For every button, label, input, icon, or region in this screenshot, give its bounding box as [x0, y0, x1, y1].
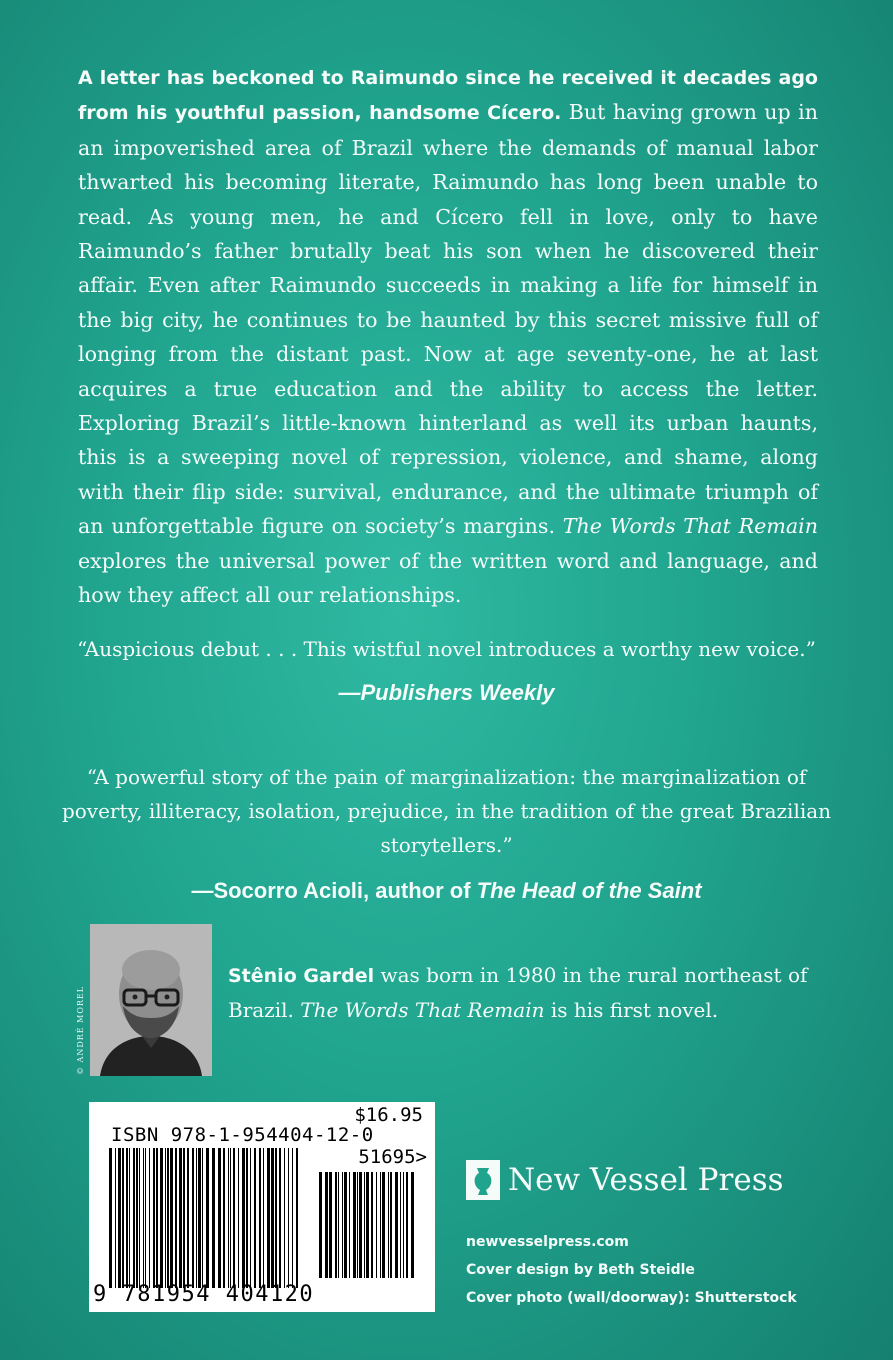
barcode-bar	[160, 1148, 163, 1288]
barcode-bar	[344, 1172, 347, 1278]
author-name: Stênio Gardel	[228, 965, 375, 987]
barcode-bar	[284, 1148, 285, 1288]
publisher-credits	[466, 1228, 797, 1312]
barcode-bar	[406, 1172, 408, 1278]
price-supplement-code: 51695>	[358, 1146, 427, 1168]
barcode-bar	[153, 1148, 155, 1288]
cover-design-credit: Cover design by Beth Steidle	[466, 1262, 695, 1278]
review-quote-2: “A powerful story of the pain of marginalization: the marginalization of poverty, illiteracy, isolation, prejudice, in the tradition of the great Brazilian storytellers.”	[61, 765, 832, 857]
barcode-bar	[388, 1172, 389, 1278]
barcode-bar	[382, 1172, 385, 1278]
publisher-website: newvesselpress.com	[466, 1234, 629, 1250]
author-bio	[228, 958, 828, 1027]
barcode-bar	[359, 1172, 362, 1278]
attribution-2-prefix: —Socorro Acioli, author of	[191, 878, 477, 903]
barcode-bar	[254, 1148, 256, 1288]
bio-text: was born in 1980 in the rural northeast of Brazil.	[228, 963, 808, 1022]
barcode-bar	[230, 1148, 231, 1288]
cover-photo-credit: Cover photo (wall/doorway): Shutterstock	[466, 1290, 797, 1306]
barcode-bar	[139, 1148, 140, 1288]
barcode-bar	[192, 1148, 194, 1288]
review-quote-1: “Auspicious debut . . . This wistful novel introduces a worthy new voice.”	[77, 637, 816, 661]
barcode-bar	[143, 1148, 144, 1288]
barcode-bar	[380, 1172, 381, 1278]
barcode-bar	[364, 1172, 365, 1278]
barcode-bar	[145, 1148, 146, 1288]
barcode-bar	[342, 1172, 343, 1278]
barcode-bar	[202, 1148, 203, 1288]
barcode-bar	[353, 1172, 356, 1278]
barcode-bar	[275, 1148, 277, 1288]
barcode-bar	[198, 1148, 201, 1288]
barcode-bar	[228, 1148, 229, 1288]
book-description	[78, 60, 818, 613]
publisher-logo	[466, 1160, 784, 1200]
isbn-label: ISBN 978-1-954404-12-0	[111, 1124, 374, 1146]
description-book-title: The Words That Remain	[562, 514, 818, 539]
barcode-bar	[271, 1148, 274, 1288]
bio-book-title: The Words That Remain	[300, 998, 545, 1022]
description-body: But having grown up in an impoverished area of Brazil where the demands of manual labor thwarted his becoming literate, Raimundo has long been unable to read. As young men, he and Cícero fell in love, only to have Raimundo’s father brutally beat his son when he discovered their affair. Even after Raimundo succeeds in making a life for himself in the big city, he continues to be haunted by this secret missive full of longing from the distant past. Now at age seventy-one, he at last acquires a true education and the ability to access the letter. Exploring Brazil’s little-known hinterland as well its urban haunts, this is a sweeping novel of repression, violence, and shame, along with their flip side: survival, endurance, and the ultimate triumph of an unforgettable figure on society’s margins.	[78, 100, 818, 539]
barcode-bar	[218, 1148, 221, 1288]
barcode-bar	[223, 1148, 225, 1288]
barcode-bar	[129, 1148, 130, 1288]
review-attribution-1	[60, 680, 833, 706]
barcode-bar	[122, 1148, 124, 1288]
barcode-bar	[115, 1148, 116, 1288]
isbn-barcode	[109, 1148, 305, 1288]
barcode-bar	[292, 1148, 293, 1288]
author-photo	[90, 924, 212, 1076]
barcode-bar	[196, 1148, 197, 1288]
ean-digits: 9 781954 404120	[93, 1282, 315, 1307]
photo-credit: © ANDRÉ MOREL	[76, 985, 85, 1075]
barcode-bar	[366, 1172, 369, 1278]
barcode-bar	[179, 1148, 182, 1288]
description-lead: A letter has beckoned to Raimundo since he received it decades ago from his youthful passion, handsome Cícero.	[78, 67, 818, 125]
barcode-bar	[288, 1148, 289, 1288]
vessel-icon	[466, 1160, 500, 1200]
price-label: $16.95	[354, 1104, 423, 1126]
barcode-bar	[170, 1148, 173, 1288]
barcode-bar	[212, 1148, 215, 1288]
barcode-bar	[395, 1172, 398, 1278]
barcode-bar	[165, 1148, 166, 1288]
barcode-bar	[279, 1148, 281, 1288]
barcode-bar	[325, 1172, 328, 1278]
barcode-bar	[167, 1148, 169, 1288]
barcode-bar	[238, 1148, 239, 1288]
barcode-bar	[349, 1172, 350, 1278]
barcode-bar	[329, 1172, 332, 1278]
barcode-bar	[149, 1148, 150, 1288]
publisher-name: New Vessel Press	[508, 1162, 784, 1198]
description-tail: explores the universal power of the written word and language, and how they affect all our relationships.	[78, 548, 818, 608]
barcode-bar	[376, 1172, 377, 1278]
author-portrait-image	[90, 924, 212, 1076]
barcode-bar	[400, 1172, 401, 1278]
barcode-bar	[250, 1148, 251, 1288]
barcode-bar	[338, 1172, 339, 1278]
barcode-bar	[267, 1148, 270, 1288]
barcode-bar	[357, 1172, 358, 1278]
review-attribution-2	[60, 878, 833, 904]
barcode-bar	[390, 1172, 392, 1278]
barcode-bar	[246, 1148, 248, 1288]
barcode-bar	[296, 1148, 298, 1288]
barcode-bar	[259, 1148, 261, 1288]
barcode-bar	[233, 1148, 235, 1288]
barcode-bar	[187, 1148, 189, 1288]
barcode-bar	[335, 1172, 337, 1278]
barcode-bar	[263, 1148, 264, 1288]
barcode-bar	[175, 1148, 177, 1288]
barcode-bar	[136, 1148, 138, 1288]
barcode-bar	[109, 1148, 112, 1288]
barcode-panel	[89, 1102, 435, 1312]
bio-tail: is his first novel.	[544, 998, 719, 1022]
attribution-1-source: —Publishers Weekly	[338, 680, 555, 705]
barcode-bar	[403, 1172, 404, 1278]
barcode-bar	[126, 1148, 128, 1288]
attribution-2-title: The Head of the Saint	[476, 878, 702, 903]
barcode-bar	[156, 1148, 158, 1288]
barcode-bar	[371, 1172, 373, 1278]
supplement-barcode	[319, 1172, 419, 1278]
barcode-bar	[133, 1148, 135, 1288]
barcode-bar	[183, 1148, 185, 1288]
barcode-bar	[206, 1148, 209, 1288]
barcode-bar	[411, 1172, 414, 1278]
barcode-bar	[319, 1172, 322, 1278]
barcode-bar	[242, 1148, 245, 1288]
barcode-bar	[118, 1148, 121, 1288]
